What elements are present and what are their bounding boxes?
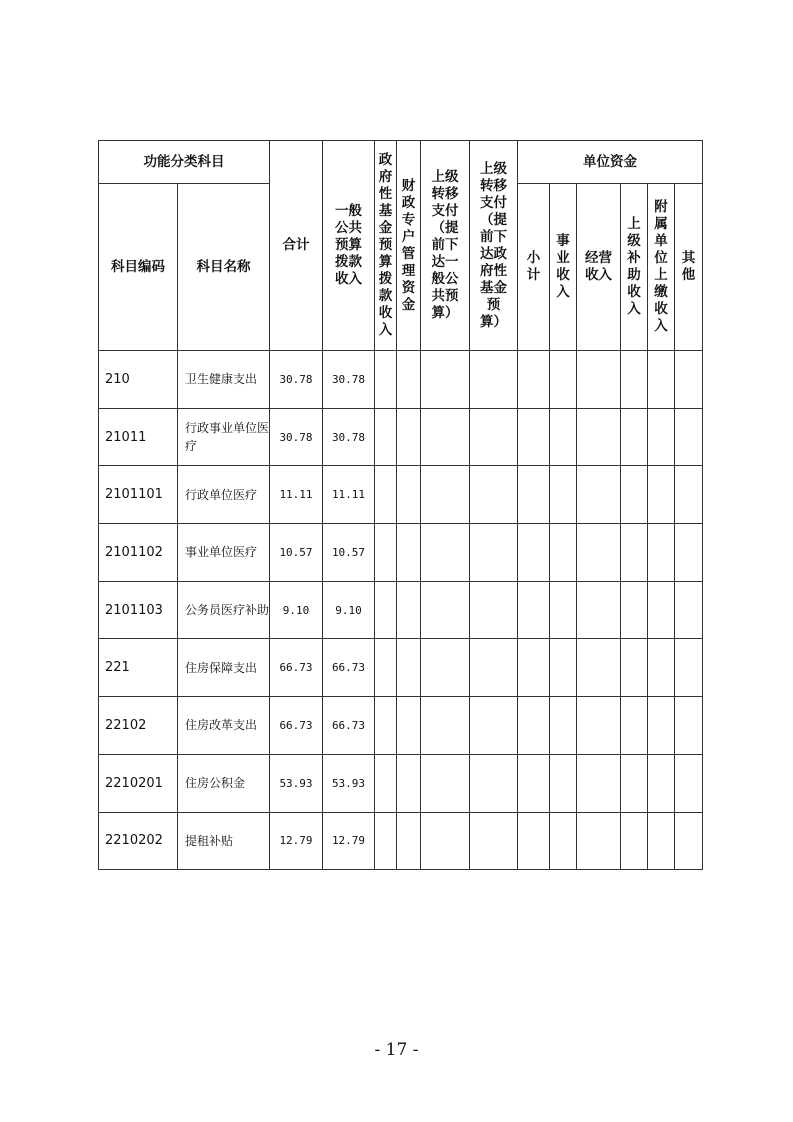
empty-cell (470, 581, 518, 639)
empty-cell (518, 351, 550, 409)
cell-code: 2101101 (99, 466, 178, 524)
empty-cell (577, 466, 621, 524)
empty-cell (375, 697, 397, 755)
empty-cell (621, 639, 648, 697)
empty-cell (550, 524, 577, 582)
cell-name: 住房保障支出 (178, 639, 270, 697)
cell-general: 10.57 (323, 524, 375, 582)
table-row (99, 754, 703, 812)
cell-name: 公务员医疗补助 (178, 581, 270, 639)
empty-cell (397, 581, 421, 639)
empty-cell (550, 581, 577, 639)
empty-cell (421, 812, 470, 870)
cell-code: 221 (99, 639, 178, 697)
empty-cell (675, 408, 703, 466)
empty-cell (621, 754, 648, 812)
table-row (99, 466, 703, 524)
header-unit-funds: 单位资金 (518, 141, 703, 184)
empty-cell (675, 639, 703, 697)
cell-total: 30.78 (270, 351, 323, 409)
empty-cell (577, 754, 621, 812)
empty-cell (621, 812, 648, 870)
empty-cell (421, 524, 470, 582)
cell-general: 11.11 (323, 466, 375, 524)
header-gov-fund: 政府性基金预算拨款收入 (375, 141, 397, 351)
empty-cell (397, 351, 421, 409)
header-total: 合计 (270, 141, 323, 351)
empty-cell (577, 812, 621, 870)
empty-cell (648, 697, 675, 755)
table-row (99, 812, 703, 870)
empty-cell (550, 351, 577, 409)
empty-cell (518, 754, 550, 812)
empty-cell (648, 524, 675, 582)
header-superior-subsidy: 上级补助收入 (621, 184, 648, 351)
empty-cell (550, 812, 577, 870)
cell-general: 53.93 (323, 754, 375, 812)
table-row (99, 524, 703, 582)
empty-cell (375, 639, 397, 697)
empty-cell (397, 408, 421, 466)
empty-cell (397, 639, 421, 697)
empty-cell (550, 754, 577, 812)
header-name: 科目名称 (178, 184, 270, 351)
cell-total: 12.79 (270, 812, 323, 870)
page-number: - 17 - (374, 1040, 419, 1060)
table-row (99, 697, 703, 755)
cell-general: 12.79 (323, 812, 375, 870)
header-business-income: 事业收入 (550, 184, 577, 351)
empty-cell (577, 639, 621, 697)
empty-cell (621, 697, 648, 755)
empty-cell (421, 754, 470, 812)
empty-cell (421, 351, 470, 409)
cell-total: 9.10 (270, 581, 323, 639)
empty-cell (375, 524, 397, 582)
empty-cell (421, 639, 470, 697)
cell-total: 11.11 (270, 466, 323, 524)
empty-cell (621, 524, 648, 582)
empty-cell (470, 639, 518, 697)
cell-general: 30.78 (323, 351, 375, 409)
empty-cell (375, 466, 397, 524)
empty-cell (375, 351, 397, 409)
empty-cell (518, 581, 550, 639)
header-general-budget: 一般公共预算拨款收入 (323, 141, 375, 351)
empty-cell (675, 812, 703, 870)
cell-code: 210 (99, 351, 178, 409)
empty-cell (577, 697, 621, 755)
cell-name: 住房改革支出 (178, 697, 270, 755)
empty-cell (421, 408, 470, 466)
empty-cell (518, 466, 550, 524)
table-row (99, 408, 703, 466)
empty-cell (397, 524, 421, 582)
table-row (99, 581, 703, 639)
empty-cell (621, 466, 648, 524)
cell-name: 事业单位医疗 (178, 524, 270, 582)
empty-cell (675, 697, 703, 755)
empty-cell (550, 466, 577, 524)
empty-cell (421, 697, 470, 755)
cell-general: 30.78 (323, 408, 375, 466)
cell-general: 9.10 (323, 581, 375, 639)
empty-cell (648, 351, 675, 409)
empty-cell (518, 697, 550, 755)
empty-cell (675, 754, 703, 812)
empty-cell (470, 351, 518, 409)
cell-name: 提租补贴 (178, 812, 270, 870)
empty-cell (621, 408, 648, 466)
empty-cell (397, 754, 421, 812)
cell-name: 行政单位医疗 (178, 466, 270, 524)
empty-cell (621, 581, 648, 639)
empty-cell (470, 697, 518, 755)
cell-code: 2210202 (99, 812, 178, 870)
cell-name: 住房公积金 (178, 754, 270, 812)
empty-cell (375, 581, 397, 639)
header-special-account: 财政专户管理资金 (397, 141, 421, 351)
header-affiliated-income: 附属单位上缴收入 (648, 184, 675, 351)
cell-general: 66.73 (323, 639, 375, 697)
empty-cell (550, 408, 577, 466)
header-transfer-fund: 上级转移支付（提前下达政府性基金预算） (470, 141, 518, 351)
header-func-class: 功能分类科目 (99, 141, 270, 184)
header-operating-income: 经营收入 (577, 184, 621, 351)
empty-cell (577, 408, 621, 466)
empty-cell (550, 697, 577, 755)
empty-cell (550, 639, 577, 697)
empty-cell (675, 581, 703, 639)
empty-cell (375, 408, 397, 466)
cell-name: 行政事业单位医疗 (178, 408, 270, 466)
empty-cell (518, 639, 550, 697)
empty-cell (648, 812, 675, 870)
empty-cell (577, 524, 621, 582)
empty-cell (675, 524, 703, 582)
empty-cell (470, 408, 518, 466)
empty-cell (470, 466, 518, 524)
cell-total: 10.57 (270, 524, 323, 582)
table-row (99, 351, 703, 409)
empty-cell (470, 812, 518, 870)
cell-code: 2101103 (99, 581, 178, 639)
empty-cell (397, 812, 421, 870)
empty-cell (621, 351, 648, 409)
header-code: 科目编码 (99, 184, 178, 351)
empty-cell (470, 524, 518, 582)
empty-cell (648, 754, 675, 812)
cell-name: 卫生健康支出 (178, 351, 270, 409)
empty-cell (470, 754, 518, 812)
empty-cell (675, 466, 703, 524)
empty-cell (648, 408, 675, 466)
cell-code: 2210201 (99, 754, 178, 812)
empty-cell (518, 408, 550, 466)
header-subtotal: 小计 (518, 184, 550, 351)
empty-cell (648, 639, 675, 697)
empty-cell (421, 466, 470, 524)
empty-cell (421, 581, 470, 639)
table-row (99, 639, 703, 697)
empty-cell (675, 351, 703, 409)
empty-cell (397, 697, 421, 755)
header-other: 其他 (675, 184, 703, 351)
cell-code: 21011 (99, 408, 178, 466)
cell-code: 2101102 (99, 524, 178, 582)
empty-cell (577, 581, 621, 639)
cell-total: 66.73 (270, 697, 323, 755)
empty-cell (375, 754, 397, 812)
budget-table (98, 140, 703, 870)
empty-cell (648, 581, 675, 639)
header-transfer-general: 上级转移支付（提前下达一般公共预算） (421, 141, 470, 351)
empty-cell (375, 812, 397, 870)
empty-cell (518, 524, 550, 582)
empty-cell (397, 466, 421, 524)
cell-total: 30.78 (270, 408, 323, 466)
cell-total: 66.73 (270, 639, 323, 697)
empty-cell (518, 812, 550, 870)
cell-code: 22102 (99, 697, 178, 755)
cell-total: 53.93 (270, 754, 323, 812)
cell-general: 66.73 (323, 697, 375, 755)
empty-cell (648, 466, 675, 524)
empty-cell (577, 351, 621, 409)
